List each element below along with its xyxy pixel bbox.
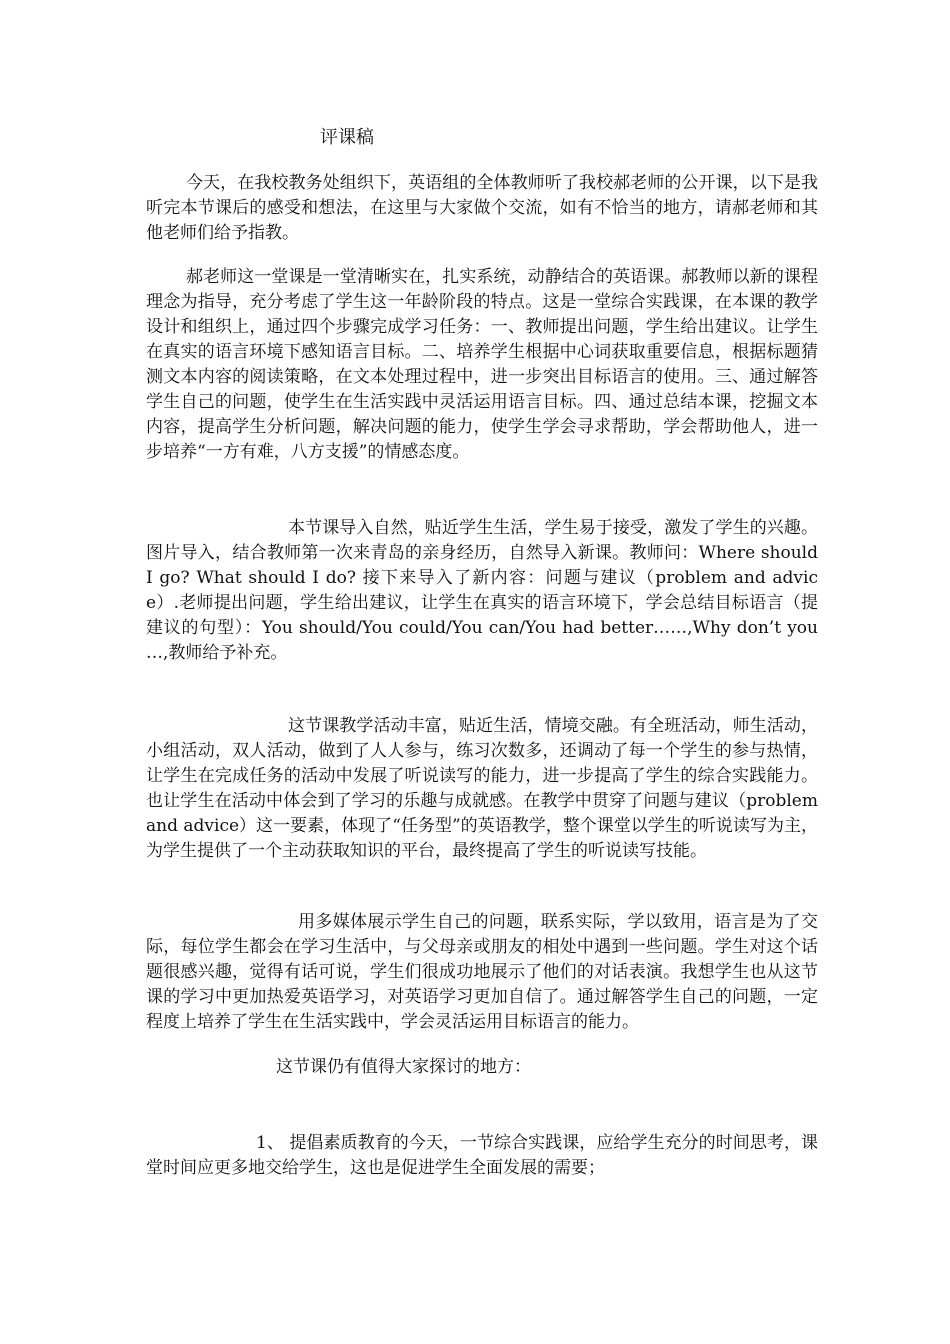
paragraph-point-1: 1、 提倡素质教育的今天，一节综合实践课，应给学生充分的时间思考，课堂时间应更多地交给学生，这也是促进学生全面发展的需要； (146, 1133, 818, 1178)
paragraph-intro: 今天，在我校教务处组织下，英语组的全体教师听了我校郝老师的公开课，以下是我听完本节课后的感受和想法，在这里与大家做个交流，如有不恰当的地方，请郝老师和其他老师们给予指教。 (146, 173, 818, 243)
paragraph-overview: 郝老师这一堂课是一堂清晰实在，扎实系统，动静结合的英语课。郝教师以新的课程理念为指导，充分考虑了学生这一年龄阶段的特点。这是一堂综合实践课，在本课的教学设计和组织上，通过四个步骤完成学习任务：一、教师提出问题，学生给出建议。让学生在真实的语言环境下感知语言目标。二、培养学生根据中心词获取重要信息，根据标题猜测文本内容的阅读策略，在文本处理过程中，进一步突出目标语言的使用。三、通过解答学生自己的问题，使学生在生活实践中灵活运用语言目标。四、通过总结本课，挖掘文本内容，提高学生分析问题，解决问题的能力，使学生学会寻求帮助，学会帮助他人，进一步培养“一方有难，八方支援”的情感态度。 (146, 267, 818, 462)
paragraph-discussion-heading: 这节课仍有值得大家探讨的地方： (276, 1057, 531, 1077)
paragraph-activities: 这节课教学活动丰富，贴近生活，情境交融。有全班活动，师生活动，小组活动，双人活动，做到了人人参与，练习次数多，还调动了每一个学生的参与热情，让学生在完成任务的活动中发展了听说读写的能力，进一步提高了学生的综合实践能力。也让学生在活动中体会到了学习的乐趣与成就感。在教学中贯穿了问题与建议（problem and advice）这一要素，体现了“任务型”的英语教学，整个课堂以学生的听说读写为主，为学生提供了一个主动获取知识的平台，最终提高了学生的听说读写技能。 (146, 716, 818, 861)
paragraph-lead-in: 本节课导入自然，贴近学生生活，学生易于接受，激发了学生的兴趣。图片导入，结合教师第一次来青岛的亲身经历，自然导入新课。教师问：Where should I go? What should I do? 接下来导入了新内容：问题与建议（problem and advice）.老师提出问题，学生给出建议，让学生在真实的语言环境下，学会总结目标语言（提建议的句型）：You should/You could/You can/You had better……,Why don’t you …,教师给予补充。 (146, 518, 818, 663)
paragraph-multimedia: 用多媒体展示学生自己的问题，联系实际，学以致用，语言是为了交际，每位学生都会在学习生活中，与父母亲或朋友的相处中遇到一些问题。学生对这个话题很感兴趣，觉得有话可说，学生们很成功地展示了他们的对话表演。我想学生也从这节课的学习中更加热爱英语学习，对英语学习更加自信了。通过解答学生自己的问题，一定程度上培养了学生在生活实践中，学会灵活运用目标语言的能力。 (146, 912, 818, 1032)
document-title: 评课稿 (320, 127, 374, 148)
